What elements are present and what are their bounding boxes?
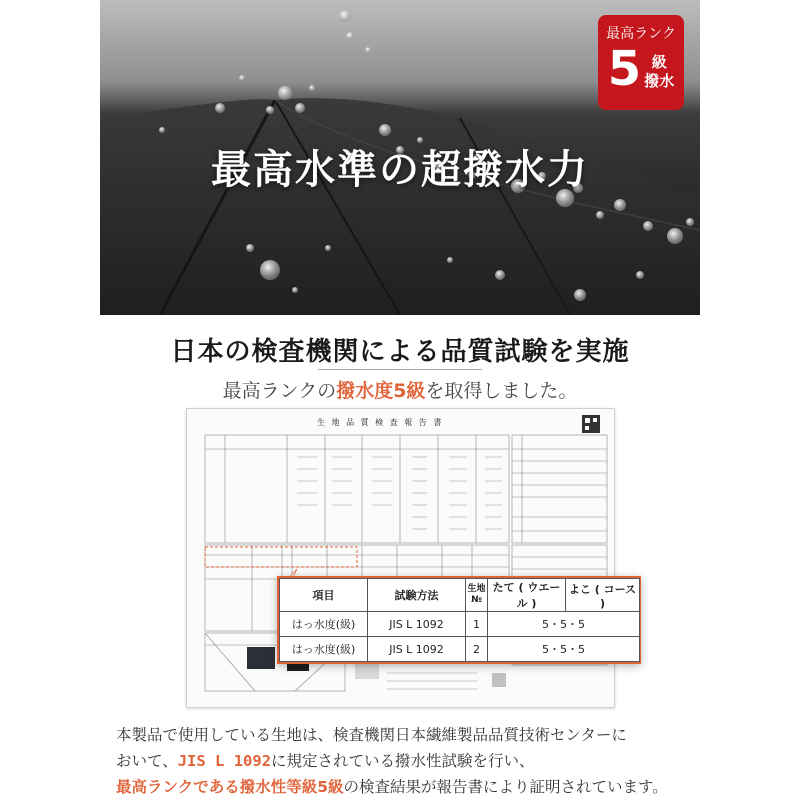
zoomed-result-table xyxy=(277,576,641,664)
row-result: 5・5・5 xyxy=(488,612,640,637)
heading-divider xyxy=(318,369,482,370)
section-heading: 日本の検査機関による品質試験を実施 xyxy=(170,337,630,367)
col-header-fabric-no: 生地 № xyxy=(466,579,488,612)
rank-badge xyxy=(598,15,684,110)
col-header-item: 項目 xyxy=(280,579,368,612)
row-item: はっ水度(級) xyxy=(280,637,368,662)
description-paragraph xyxy=(116,722,696,800)
line3-accent: 最高ランクである撥水性等級5級 xyxy=(116,778,344,796)
badge-number: 5 xyxy=(607,41,642,97)
badge-top-label: 最高ランク xyxy=(606,26,676,42)
paragraph-line-3 xyxy=(116,774,696,800)
line2-after: に規定されている撥水性試験を行い、 xyxy=(271,752,535,770)
subheading-accent: 撥水度5級 xyxy=(336,380,426,402)
col-header-method: 試験方法 xyxy=(368,579,466,612)
row-fabric-no: 2 xyxy=(466,637,488,662)
row-item: はっ水度(級) xyxy=(280,612,368,637)
table-row xyxy=(280,612,640,637)
row-method: JIS L 1092 xyxy=(368,637,466,662)
report-title: 生 地 品 質 検 査 報 告 書 xyxy=(317,418,444,427)
table-row xyxy=(280,637,640,662)
row-fabric-no: 1 xyxy=(466,612,488,637)
paragraph-line-1: 本製品で使用している生地は、検査機関日本繊維製品品質技術センターに xyxy=(116,726,627,744)
paragraph-line-2 xyxy=(116,748,696,774)
badge-side-top: 級 xyxy=(651,53,667,71)
subheading-after: を取得しました。 xyxy=(425,380,578,402)
hero-title: 最高水準の超撥水力 xyxy=(211,147,589,193)
badge-side-bottom: 撥水 xyxy=(644,72,675,90)
line3-after: の検査結果が報告書により証明されています。 xyxy=(343,778,668,796)
col-header-warp: たて ( ウエール ) xyxy=(488,579,566,612)
row-result: 5・5・5 xyxy=(488,637,640,662)
line2-before: おいて、 xyxy=(116,752,178,770)
row-method: JIS L 1092 xyxy=(368,612,466,637)
subheading-before: 最高ランクの xyxy=(222,380,337,402)
jis-standard: JIS L 1092 xyxy=(177,752,272,770)
section-subheading xyxy=(0,376,800,403)
col-header-weft: よこ ( コース ) xyxy=(566,579,640,612)
